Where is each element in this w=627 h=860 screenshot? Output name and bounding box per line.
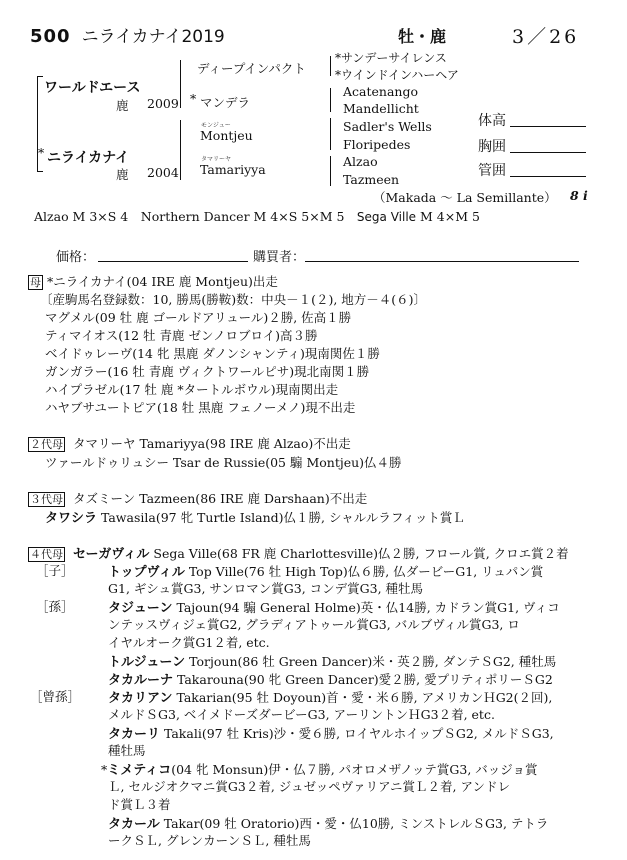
cannon-blank[interactable] <box>510 160 586 177</box>
inbreeding-part2: M 4×M 5 <box>416 209 480 224</box>
entry-bold: タカーリ <box>108 727 161 742</box>
second-dam-label: ２代母 <box>30 438 63 451</box>
sire-year: 2009 <box>147 96 179 111</box>
entry-mark: * <box>101 762 108 777</box>
chest-blank[interactable] <box>510 136 586 153</box>
entry-line <box>108 813 548 832</box>
entry-text: 種牡馬 <box>108 743 146 758</box>
entry-line <box>108 579 423 597</box>
bracket-main-bot <box>37 171 43 172</box>
dam-sire-ruby: モンジュー <box>201 122 231 129</box>
dam-year: 2004 <box>147 165 179 180</box>
inbreeding-part1: Alzao M 3×S 4 Northern Dancer M 4×S 5×M 5 <box>34 209 357 224</box>
date: 3／26 <box>512 26 580 48</box>
third-dam-title <box>28 489 367 507</box>
entry-line <box>108 777 510 795</box>
entry-bold: タジューン <box>108 601 173 616</box>
gen3-3: Acatenango <box>343 84 418 99</box>
dam-line-4: ガンガラー(16 牡 青鹿 ヴィクトワールピサ)現北南関１勝 <box>45 364 370 379</box>
entry-text: ンテッスヴィジェ賞G2, グラディアトゥール賞G3, バルブヴィル賞G3, ロ <box>108 617 520 632</box>
entry-text: (04 牝 Monsun)伊・仏７勝, パオロメザノッテ賞G3, バッジョ賞 <box>171 762 538 777</box>
dam-line-6: ハヤブサユートピア(18 牡 黒鹿 フェノーメノ)現不出走 <box>45 400 356 415</box>
entry-text: イヤルオーク賞G1２着, etc. <box>108 635 270 650</box>
bracket-g4 <box>330 156 331 186</box>
buyer-blank[interactable] <box>305 246 579 262</box>
dam-line-1: マグメル(09 牡 鹿 ゴールドアリュール)２勝, 佐高１勝 <box>45 310 352 325</box>
dam-name: ニライカナイ <box>47 150 130 166</box>
fourth-dam-title <box>28 543 569 562</box>
entry-text: ド賞Ｌ３着 <box>108 797 171 812</box>
gen3-2: *ウインドインハーヘア <box>335 68 459 82</box>
tag-child: ［子］ <box>36 563 74 578</box>
entry-text: Takar(09 牡 Oratorio)西・愛・仏10勝, ミンストレルＳG3, テトラ <box>159 816 549 831</box>
buyer-label: 購買者： <box>253 250 306 265</box>
entry-bold: トルジューン <box>108 655 186 670</box>
inbreeding-bold: Sega Ville <box>356 210 417 224</box>
sire-color: 鹿 <box>116 98 129 113</box>
bracket-g2 <box>330 88 331 112</box>
bracket-main-top <box>37 76 43 77</box>
inbreeding <box>34 207 480 225</box>
gen3-1: *サンデーサイレンス <box>335 51 447 65</box>
entry-bold: タカリアン <box>108 691 173 706</box>
gen3-6: Floripedes <box>343 137 411 152</box>
entry-line <box>108 633 270 651</box>
entry-text: Takarian(95 牡 Doyoun)首・愛・米６勝, アメリカンＨG2(２回), <box>172 690 553 705</box>
entry-bold: タカルーナ <box>108 673 174 688</box>
third-dam-rest: Tawasila(97 牝 Turtle Island)仏１勝, シャルルラフィット賞Ｌ <box>97 510 465 525</box>
entry-bold: ミメティコ <box>107 763 172 778</box>
gen3-8: Tazmeen <box>343 172 400 187</box>
chest-label: 胸囲 <box>478 139 506 155</box>
dam-line-3: ベイドゥレーヴ(14 牝 黒鹿 ダノンシャンティ)現南関佐１勝 <box>45 346 380 361</box>
third-dam-line <box>45 507 465 526</box>
entry-line <box>108 597 560 616</box>
fourth-dam-rest: Sega Ville(68 FR 鹿 Charlottesville)仏２勝, フロール賞, クロエ賞２着 <box>149 546 569 561</box>
lot-number: 500 <box>30 26 71 47</box>
dam-section-title <box>28 272 278 290</box>
dam-sire: Montjeu <box>200 128 253 143</box>
price-label: 価格： <box>56 250 96 265</box>
dam-section-label: 母 <box>30 276 41 289</box>
fourth-dam-bold-name: セーガヴィル <box>72 547 150 562</box>
entry-text: ークＳＬ, グレンカーンＳＬ, 種牡馬 <box>108 833 311 848</box>
dam-line-2: ティマイオス(12 牡 青鹿 ゼンノロブロイ)高３勝 <box>45 328 318 343</box>
family-note: （Makada ～ La Semillante） <box>373 190 557 205</box>
third-dam-label: ３代母 <box>30 493 63 506</box>
second-dam-title-text: タマリーヤ Tamariyya(98 IRE 鹿 Alzao)不出走 <box>72 436 351 451</box>
gen3-7: Alzao <box>343 154 378 169</box>
entry-text: Tajoun(94 騸 General Holme)英・仏14勝, カドラン賞G1, ヴィコ <box>172 600 560 615</box>
entry-text: Takali(97 牡 Kris)沙・愛６勝, ロイヤルホイップＳG2, メルドＳG3, <box>160 726 554 741</box>
gen3-5: Sadler's Wells <box>343 119 432 134</box>
dam-line-5: ハイプラゼル(17 牡 鹿 *タートルボウル)現南関出走 <box>45 382 339 397</box>
family-number: 8 i <box>570 188 588 203</box>
height-label: 体高 <box>478 113 506 129</box>
dam-line-0: 〔産駒馬名登録数：10, 勝馬(勝鞍)数：中央－１(２), 地方－４(６)〕 <box>40 292 427 307</box>
horse-name: ニライカナイ2019 <box>81 27 225 47</box>
entry-text: Top Ville(76 牡 High Top)仏６勝, 仏ダービーG1, リュパン賞 <box>184 564 544 579</box>
entry-line <box>108 723 554 742</box>
entry-line <box>108 615 520 633</box>
third-dam-bold-name: タワシラ <box>45 511 98 526</box>
entry-line <box>108 687 552 706</box>
entry-line <box>108 561 543 580</box>
header <box>30 22 225 47</box>
sire-sire: ディープインパクト <box>197 61 306 76</box>
bracket-g3 <box>330 118 331 150</box>
entry-line <box>108 831 311 849</box>
entry-text: Takarouna(90 牝 Green Dancer)愛２勝, 愛プリティポリーＳG2 <box>173 672 553 687</box>
entry-line <box>108 651 556 670</box>
dam-mark: * <box>38 145 45 160</box>
entry-line <box>101 759 538 778</box>
gen3-4: Mandellicht <box>343 101 419 116</box>
entry-line <box>108 705 495 723</box>
second-dam-title <box>28 434 351 452</box>
bracket-main <box>37 76 38 172</box>
entry-line <box>108 795 171 813</box>
second-dam-line-0: ツァールドゥリュシー Tsar de Russie(05 騸 Montjeu)仏４勝 <box>45 455 402 470</box>
tag-grand: ［孫］ <box>36 599 74 614</box>
sex-color: 牡・鹿 <box>398 27 447 46</box>
bracket-dam <box>180 120 181 180</box>
cannon-label: 管囲 <box>478 163 506 179</box>
entry-text: Ｌ, セルジオクマニ賞G3２着, ジュゼッペヴァリアニ賞Ｌ２着, アンドレ <box>108 779 510 794</box>
price-blank[interactable] <box>98 246 248 262</box>
sire-name: ワールドエース <box>44 80 141 96</box>
dam-color: 鹿 <box>116 167 129 182</box>
sire-dam: マンデラ <box>200 95 251 110</box>
bracket-g1 <box>330 56 331 76</box>
dam-dam: Tamariyya <box>200 162 266 177</box>
third-dam-title-text: タズミーン Tazmeen(86 IRE 鹿 Darshaan)不出走 <box>72 491 368 506</box>
dam-dam-ruby: タマリーヤ <box>201 156 232 163</box>
entry-line <box>108 669 553 688</box>
entry-bold: トップヴィル <box>108 565 185 580</box>
fourth-dam-label: ４代母 <box>30 548 63 561</box>
dam-section-title-text: *ニライカナイ(04 IRE 鹿 Montjeu)出走 <box>46 274 278 289</box>
tag-great: ［曾孫］ <box>30 689 81 704</box>
bracket-sire <box>180 60 181 108</box>
entry-text: メルドＳG3, ベイメドーズダービーG3, アーリントンＨG3２着, etc. <box>108 707 495 722</box>
entry-text: Torjoun(86 牡 Green Dancer)米・英２勝, ダンテＳG2, 種牡馬 <box>185 654 557 669</box>
entry-bold: タカール <box>108 817 160 832</box>
height-blank[interactable] <box>510 110 586 127</box>
sire-dam-mark: * <box>190 91 197 106</box>
entry-line <box>108 741 146 759</box>
entry-text: G1, ギシュ賞G3, サンロマン賞G3, コンデ賞G3, 種牡馬 <box>108 581 424 596</box>
